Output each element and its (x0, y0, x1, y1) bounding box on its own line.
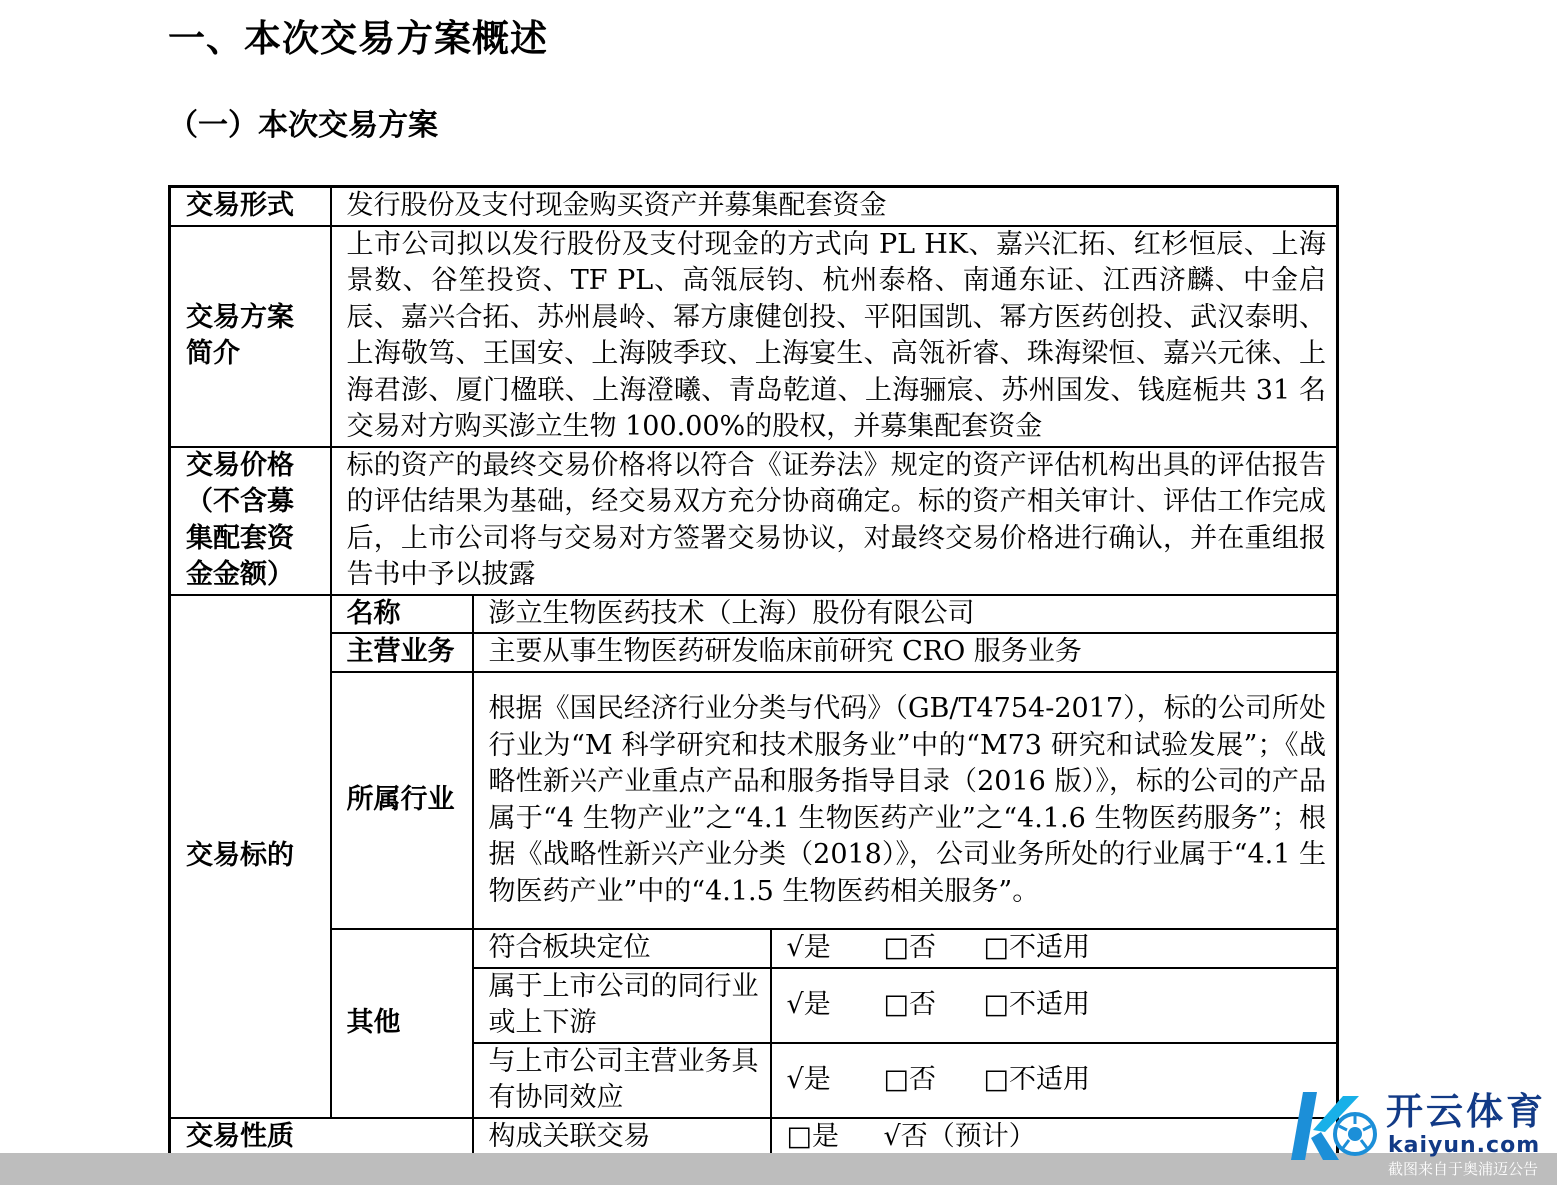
subsection-heading: （一）本次交易方案 (168, 108, 438, 143)
label-line: （不含募 (186, 486, 294, 517)
label-transaction-price (170, 447, 331, 595)
option-yes: √是 (786, 1063, 831, 1095)
watermark-brand-cn: 开云体育 (1386, 1090, 1546, 1133)
other-answer (771, 929, 1338, 968)
option-not-applicable: □不适用 (983, 932, 1091, 963)
row-transaction-price (170, 447, 1338, 595)
label-line: 交易方案 (186, 301, 294, 333)
row-other-positioning (170, 929, 1338, 968)
other-answer (771, 968, 1338, 1043)
other-question: 与上市公司主营业务具有协同效应 (473, 1043, 771, 1118)
value-transaction-summary: 上市公司拟以发行股份及支付现金的方式向 PL HK、嘉兴汇拓、红杉恒辰、上海景数、谷笙投资、TF PL、高瓴辰钧、杭州泰格、南通东证、江西济麟、中金启辰、嘉兴合拓、苏州晨岭、幂方康健创投、平阳国凯、幂方医药创投、武汉泰明、上海敬笃、王国安、上海陂季玟、上海宴生、高瓴祈睿、珠海梁恒、嘉兴元徕、上海君澎、厦门楹联、上海澄曦、青岛乾道、上海骊宸、苏州国发、钱庭栀共 31 名交易对方购买澎立生物 100.00%的股权，并募集配套资金 (331, 226, 1338, 447)
row-target-name (170, 595, 1338, 634)
value-target-business: 主要从事生物医药研发临床前研究 CRO 服务业务 (473, 633, 1338, 672)
label-transaction-summary (170, 226, 331, 447)
option-not-applicable: □不适用 (983, 1063, 1091, 1095)
other-question: 符合板块定位 (473, 929, 771, 968)
label-transaction-target: 交易标的 (170, 595, 331, 1118)
label-line: 交易价格 (186, 449, 294, 481)
kaiyun-logo-icon (1273, 1086, 1385, 1166)
transaction-table (168, 185, 1339, 1159)
option-no: □否 (883, 1063, 937, 1095)
value-transaction-form: 发行股份及支付现金购买资产并募集配套资金 (331, 187, 1338, 226)
label-target-business: 主营业务 (331, 633, 473, 672)
other-question: 属于上市公司的同行业或上下游 (473, 968, 771, 1043)
nature-answer (771, 1118, 1338, 1158)
label-target-industry: 所属行业 (331, 672, 473, 929)
row-target-industry (170, 672, 1338, 929)
option-yes: □是 (786, 1121, 840, 1152)
other-answer (771, 1043, 1338, 1118)
option-not-applicable: □不适用 (983, 988, 1091, 1020)
nature-question: 构成关联交易 (473, 1118, 771, 1158)
label-other: 其他 (331, 929, 473, 1118)
watermark-source-note: 截图来自于奥浦迈公告 (1388, 1160, 1539, 1178)
row-transaction-summary (170, 226, 1338, 447)
label-line: 集配套资 (186, 522, 294, 554)
value-target-industry: 根据《国民经济行业分类与代码》（GB/T4754-2017），标的公司所处行业为“M 科学研究和技术服务业”中的“M73 研究和试验发展”；《战略性新兴产业重点产品和服务指导目录（2016 版）》，标的公司的产品属于“4 生物产业”之“4.1 生物医药产业”之“4.1.6 生物医药服务”；根据《战略性新兴产业分类（2018）》，公司业务所处的行业属于“4.1 生物医药产业”中的“4.1.5 生物医药相关服务”。 (473, 672, 1338, 929)
label-transaction-form: 交易形式 (170, 187, 331, 226)
option-no: □否 (883, 988, 937, 1020)
label-line: 金金额） (186, 559, 294, 590)
row-transaction-form (170, 187, 1338, 226)
option-yes: √是 (786, 932, 831, 963)
value-target-name: 澎立生物医药技术（上海）股份有限公司 (473, 595, 1338, 634)
watermark-brand-en: kaiyun.com (1388, 1133, 1541, 1158)
section-heading: 一、本次交易方案概述 (168, 17, 548, 60)
option-no: □否 (883, 932, 937, 963)
row-transaction-nature (170, 1118, 1338, 1158)
label-transaction-nature: 交易性质 (170, 1118, 473, 1158)
option-no: √否（预计） (883, 1121, 1036, 1152)
label-target-name: 名称 (331, 595, 473, 634)
row-target-business (170, 633, 1338, 672)
option-yes: √是 (786, 988, 831, 1020)
label-line: 简介 (186, 338, 240, 369)
value-transaction-price: 标的资产的最终交易价格将以符合《证券法》规定的资产评估机构出具的评估报告的评估结果为基础，经交易双方充分协商确定。标的资产相关审计、评估工作完成后，上市公司将与交易对方签署交易协议，对最终交易价格进行确认，并在重组报告书中予以披露 (331, 447, 1338, 595)
